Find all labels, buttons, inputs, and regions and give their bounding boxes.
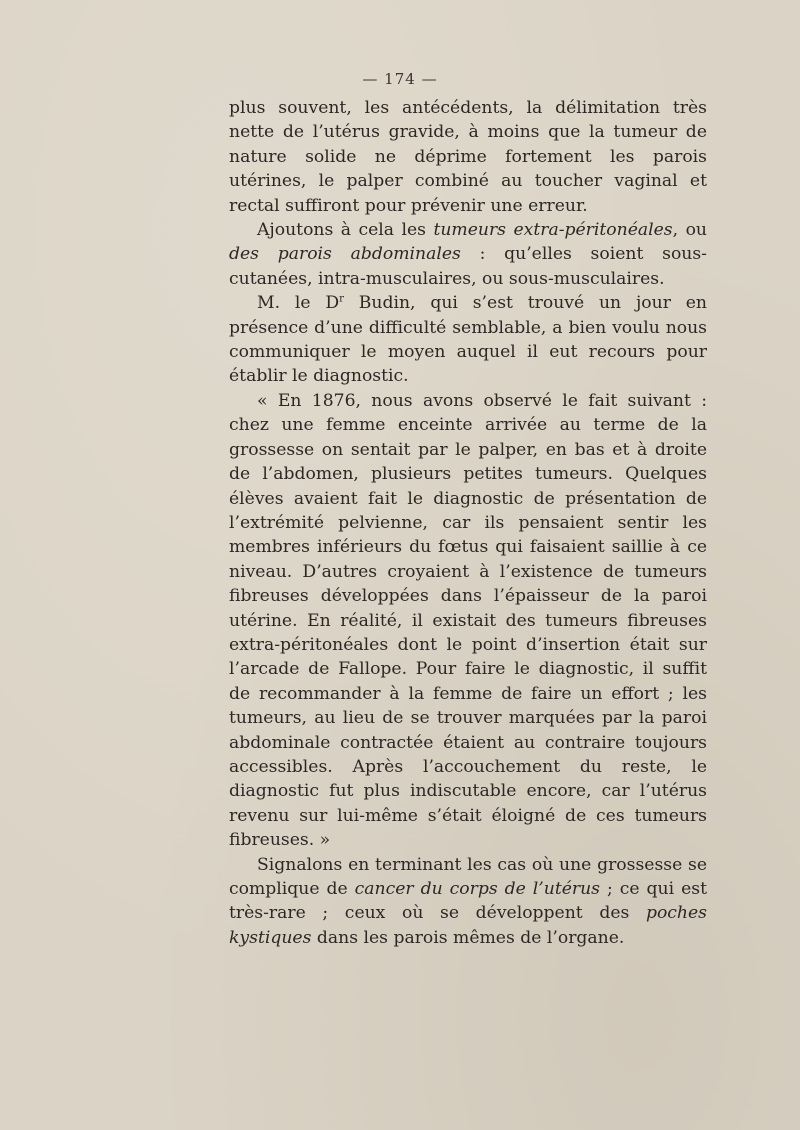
italic-span: des parois abdominales [229,244,461,265]
paragraph [229,96,707,218]
text-span: dans les parois mêmes de l’organe. [311,927,625,948]
italic-span: poches kystiques [229,903,707,948]
italic-span: cancer du corps de l’utérus [354,879,601,899]
text-span: ; ce qui est très-rare ; ceux où se développent des [229,879,707,924]
text-span: Ajoutons à cela les [257,220,434,241]
text-span: Budin, qui s’est trouvé un jour en présence d’une difficulté semblable, a bien voulu nous communiquer le moyen auquel il eut recours pour établir le diagnostic. [229,293,707,387]
text-span: Signalons en terminant les cas où une grossesse se complique de [229,854,707,899]
text-span: plus souvent, les antécédents, la délimitation très nette de l’utérus gravide, à moins que la tumeur de nature solide ne déprime fortement les parois utérines, le palper combiné au toucher vaginal et rectal suffiront pour prévenir une erreur. [229,98,707,216]
page-number: — 174 — [362,70,438,88]
text-span: : qu’elles soient sous-cutanées, intra-musculaires, ou sous-musculaires. [229,244,707,289]
superscript-span: r [339,293,344,305]
text-span: M. le D [257,293,340,314]
paragraph [229,218,707,291]
italic-span: tumeurs extra-péritonéales [433,220,673,241]
paragraph [229,291,707,389]
text-span: « En 1876, nous avons observé le fait suivant : chez une femme enceinte arrivée au terme de la grossesse on sentait par le palper, en bas et à droite de l’abdomen, plusieurs petites tumeurs. Quelques élèves avaient fait le diagnostic de présentation de l’extrémité pelvienne, car ils pensaient sentir les membres inférieurs du fœtus qui faisaient saillie à ce niveau. D’autres croyaient à l’existence de tumeurs fibreuses développées dans l’épaisseur de la paroi utérine. En réalité, il existait des tumeurs fibreuses extra-péritonéales dont le point d’insertion était sur l’arcade de Fallope. Pour faire le diagnostic, il suffit de recommander à la femme de faire un effort ; les tumeurs, au lieu de se trouver marquées par la paroi abdominale contractée étaient au contraire toujours accessibles. Après l’accouchement du reste, le diagnostic fut plus indiscutable encore, car l’utérus revenu sur lui-même s’était éloigné de ces tumeurs fibreuses. » [229,390,707,851]
show-through-texture [558,767,762,884]
text-span: , ou [672,220,707,241]
